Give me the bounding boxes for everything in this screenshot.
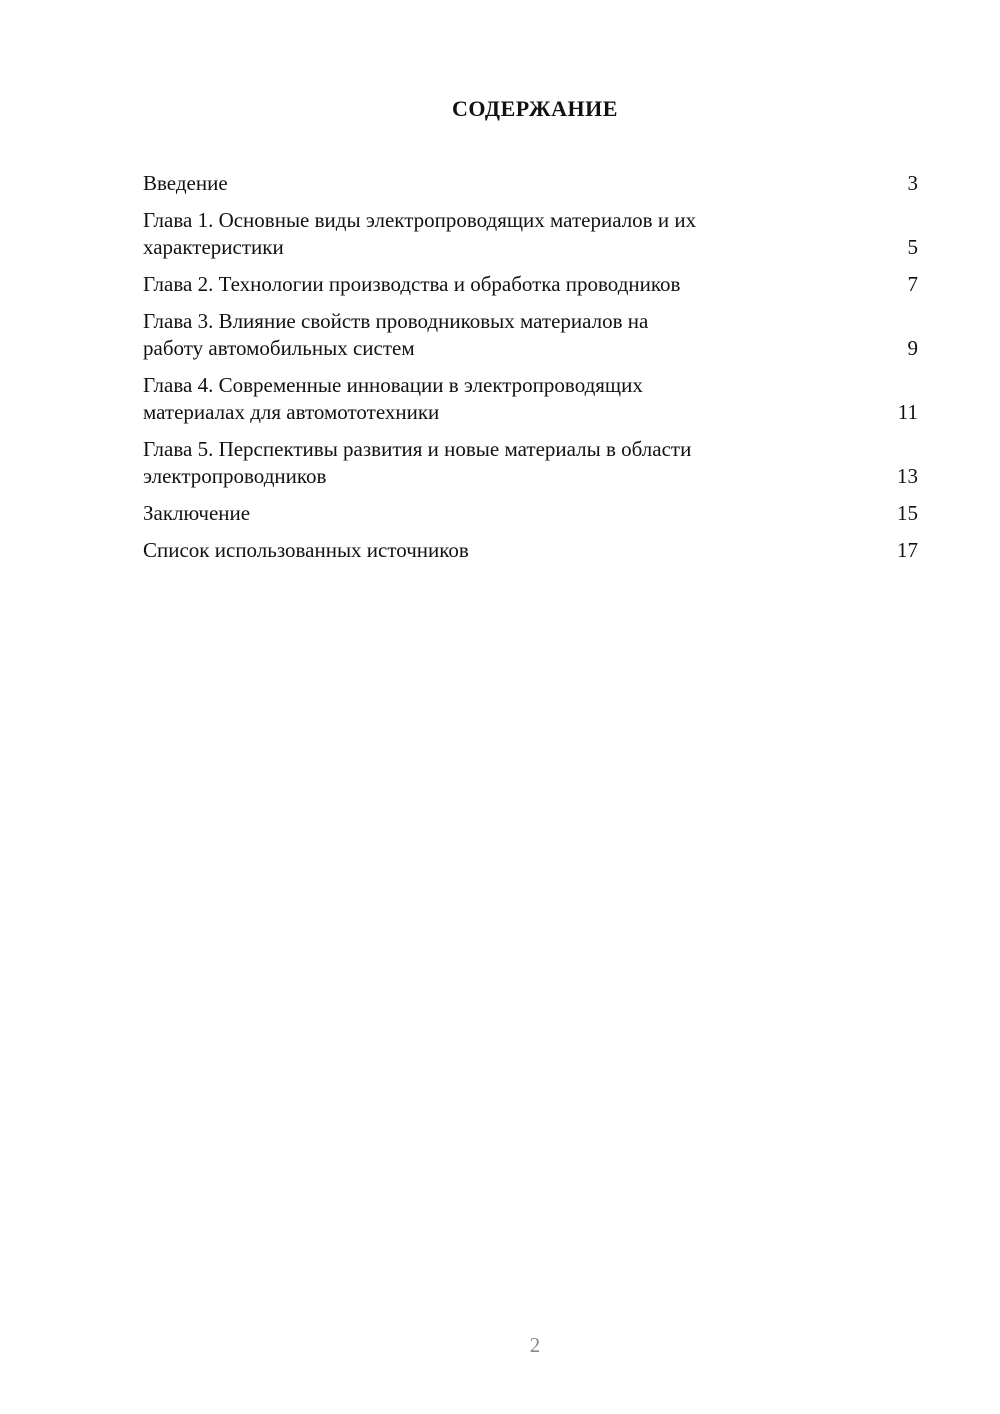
toc-entry-text: Введение	[143, 171, 228, 195]
toc-entry-page: 13	[897, 464, 918, 488]
toc-entry-page: 17	[897, 538, 918, 562]
toc-entry-text: Глава 3. Влияние свойств проводниковых материалов на работу автомобильных систем	[143, 309, 649, 360]
toc-entry-chapter-4	[143, 372, 918, 426]
toc-entry-page: 5	[907, 235, 918, 259]
toc-entry-references	[143, 537, 918, 564]
page-number: 2	[529, 1333, 541, 1357]
toc-entry-page: 15	[897, 501, 918, 525]
toc-entry-page: 9	[907, 336, 918, 360]
toc-entry-text: Глава 5. Перспективы развития и новые материалы в области электропроводников	[143, 437, 692, 488]
page-title: СОДЕРЖАНИЕ	[452, 96, 618, 121]
toc-entry-chapter-3	[143, 308, 918, 362]
toc-entry-text: Глава 4. Современные инновации в электропроводящих материалах для автомототехники	[143, 373, 643, 424]
toc-entry-text: Глава 2. Технологии производства и обработка проводников	[143, 272, 681, 296]
toc-entry-chapter-2	[143, 271, 918, 298]
toc-entry-page: 3	[907, 171, 918, 195]
table-of-contents	[143, 170, 918, 574]
toc-entry-introduction	[143, 170, 918, 197]
toc-entry-conclusion	[143, 500, 918, 527]
toc-entry-text: Глава 1. Основные виды электропроводящих материалов и их характеристики	[143, 208, 697, 259]
toc-entry-page: 11	[897, 400, 918, 424]
toc-entry-text: Список использованных источников	[143, 538, 469, 562]
toc-entry-text: Заключение	[143, 501, 251, 525]
toc-entry-page: 7	[907, 272, 918, 296]
toc-entry-chapter-5	[143, 436, 918, 490]
toc-entry-chapter-1	[143, 207, 918, 261]
